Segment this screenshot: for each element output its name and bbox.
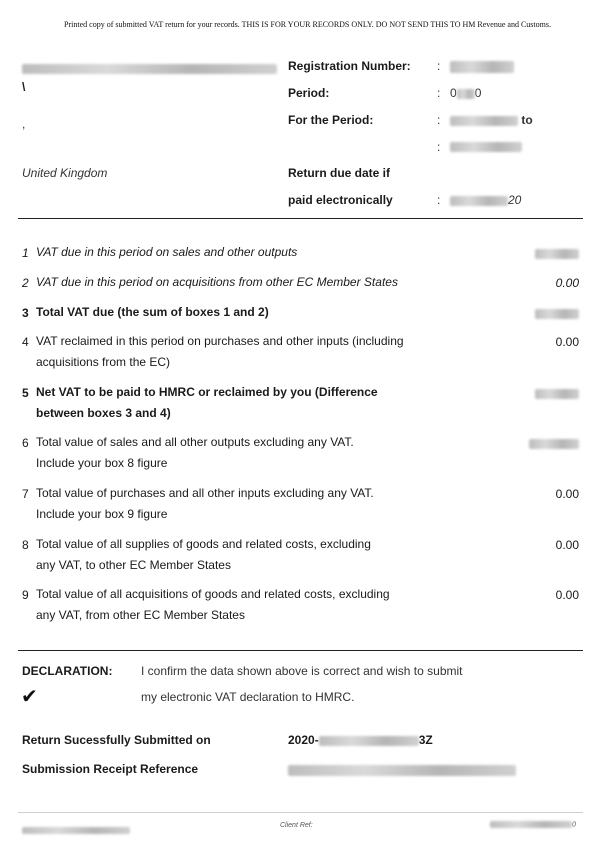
redacted-period	[457, 89, 475, 99]
box-9-number: 9	[22, 588, 29, 602]
redacted-amount	[535, 389, 579, 399]
submitted-value: 2020- 3Z	[288, 733, 433, 747]
redacted-timestamp	[319, 736, 419, 746]
box-6-amount	[529, 436, 579, 450]
box-4-amount: 0.00	[555, 335, 579, 349]
colon: :	[437, 59, 441, 73]
declaration-divider	[18, 650, 583, 651]
box-4-number: 4	[22, 335, 29, 349]
redacted-footer-right	[490, 821, 572, 828]
box-5-text: Net VAT to be paid to HMRC or reclaimed by you (Difference between boxes 3 and 4)	[36, 385, 378, 420]
footer-left	[22, 822, 130, 840]
business-name: \	[22, 60, 282, 96]
due-date-value: 20	[450, 193, 521, 207]
colon: :	[437, 140, 441, 154]
redacted-amount	[535, 249, 579, 259]
country: United Kingdom	[22, 166, 108, 180]
box-3-text: Total VAT due (the sum of boxes 1 and 2)	[36, 305, 269, 319]
box-6-text: Total value of sales and all other outputs excluding any VAT. Include your box 8 figure	[36, 435, 354, 470]
footer-right: 0	[490, 821, 576, 828]
client-ref-label: Client Ref:	[280, 822, 313, 829]
redacted-receipt-reference	[288, 765, 516, 776]
address-line: ,	[22, 117, 26, 131]
box-1-text: VAT due in this period on sales and other outputs	[36, 245, 298, 259]
period-end	[450, 139, 522, 153]
redacted-due-date	[450, 196, 508, 206]
redacted-registration	[450, 61, 514, 73]
header-divider	[18, 218, 583, 219]
submitted-label: Return Sucessfully Submitted on	[22, 733, 211, 747]
due-label-1: Return due date if	[288, 166, 391, 180]
box-8-number: 8	[22, 538, 29, 552]
period-label: Period:	[288, 86, 330, 100]
declaration-line-2: my electronic VAT declaration to HMRC.	[141, 690, 355, 704]
registration-value	[450, 58, 514, 76]
redacted-period-start	[450, 116, 518, 126]
colon: :	[437, 86, 441, 100]
declaration-line-1: I confirm the data shown above is correct and wish to submit	[141, 664, 463, 678]
redacted-period-end	[450, 142, 522, 152]
box-2-number: 2	[22, 276, 29, 290]
box-6-number: 6	[22, 436, 29, 450]
box-3-number: 3	[22, 306, 29, 320]
box-5-amount	[535, 386, 579, 400]
period-value: 0 0	[450, 86, 482, 100]
redacted-business-name	[22, 64, 277, 74]
box-7-number: 7	[22, 487, 29, 501]
declaration-label: DECLARATION:	[22, 664, 113, 678]
redacted-footer-left	[22, 827, 130, 834]
box-9-text: Total value of all acquisitions of goods and related costs, excluding any VAT, from other EC Member States	[36, 587, 390, 622]
box-2-text: VAT due in this period on acquisitions from other EC Member States	[36, 275, 398, 289]
box-9-amount: 0.00	[555, 588, 579, 602]
box-8-text: Total value of all supplies of goods and related costs, excluding any VAT, to other EC Member States	[36, 537, 371, 572]
box-3-amount	[535, 306, 579, 320]
for-period-label: For the Period:	[288, 113, 374, 127]
box-1-number: 1	[22, 246, 29, 260]
footer-divider	[18, 812, 583, 813]
box-4-text: VAT reclaimed in this period on purchases and other inputs (including acquisitions from the EC)	[36, 334, 404, 369]
box-5-number: 5	[22, 386, 29, 400]
colon: :	[437, 113, 441, 127]
box-7-text: Total value of purchases and all other inputs excluding any VAT. Include your box 9 figure	[36, 486, 374, 521]
due-label-2: paid electronically	[288, 193, 393, 207]
checkmark-icon: ✔	[21, 684, 38, 708]
box-7-amount: 0.00	[555, 487, 579, 501]
receipt-value	[288, 762, 516, 780]
records-notice: Printed copy of submitted VAT return for your records. THIS IS FOR YOUR RECORDS ONLY. DO NOT SEND THIS TO HM Revenue and Customs.	[64, 20, 551, 29]
colon: :	[437, 193, 441, 207]
redacted-amount	[535, 309, 579, 319]
period-start: to	[450, 113, 533, 127]
box-1-amount	[535, 246, 579, 260]
box-2-amount: 0.00	[555, 276, 579, 290]
registration-label: Registration Number:	[288, 59, 411, 73]
redacted-amount	[529, 439, 579, 449]
receipt-label: Submission Receipt Reference	[22, 762, 199, 776]
box-8-amount: 0.00	[555, 538, 579, 552]
